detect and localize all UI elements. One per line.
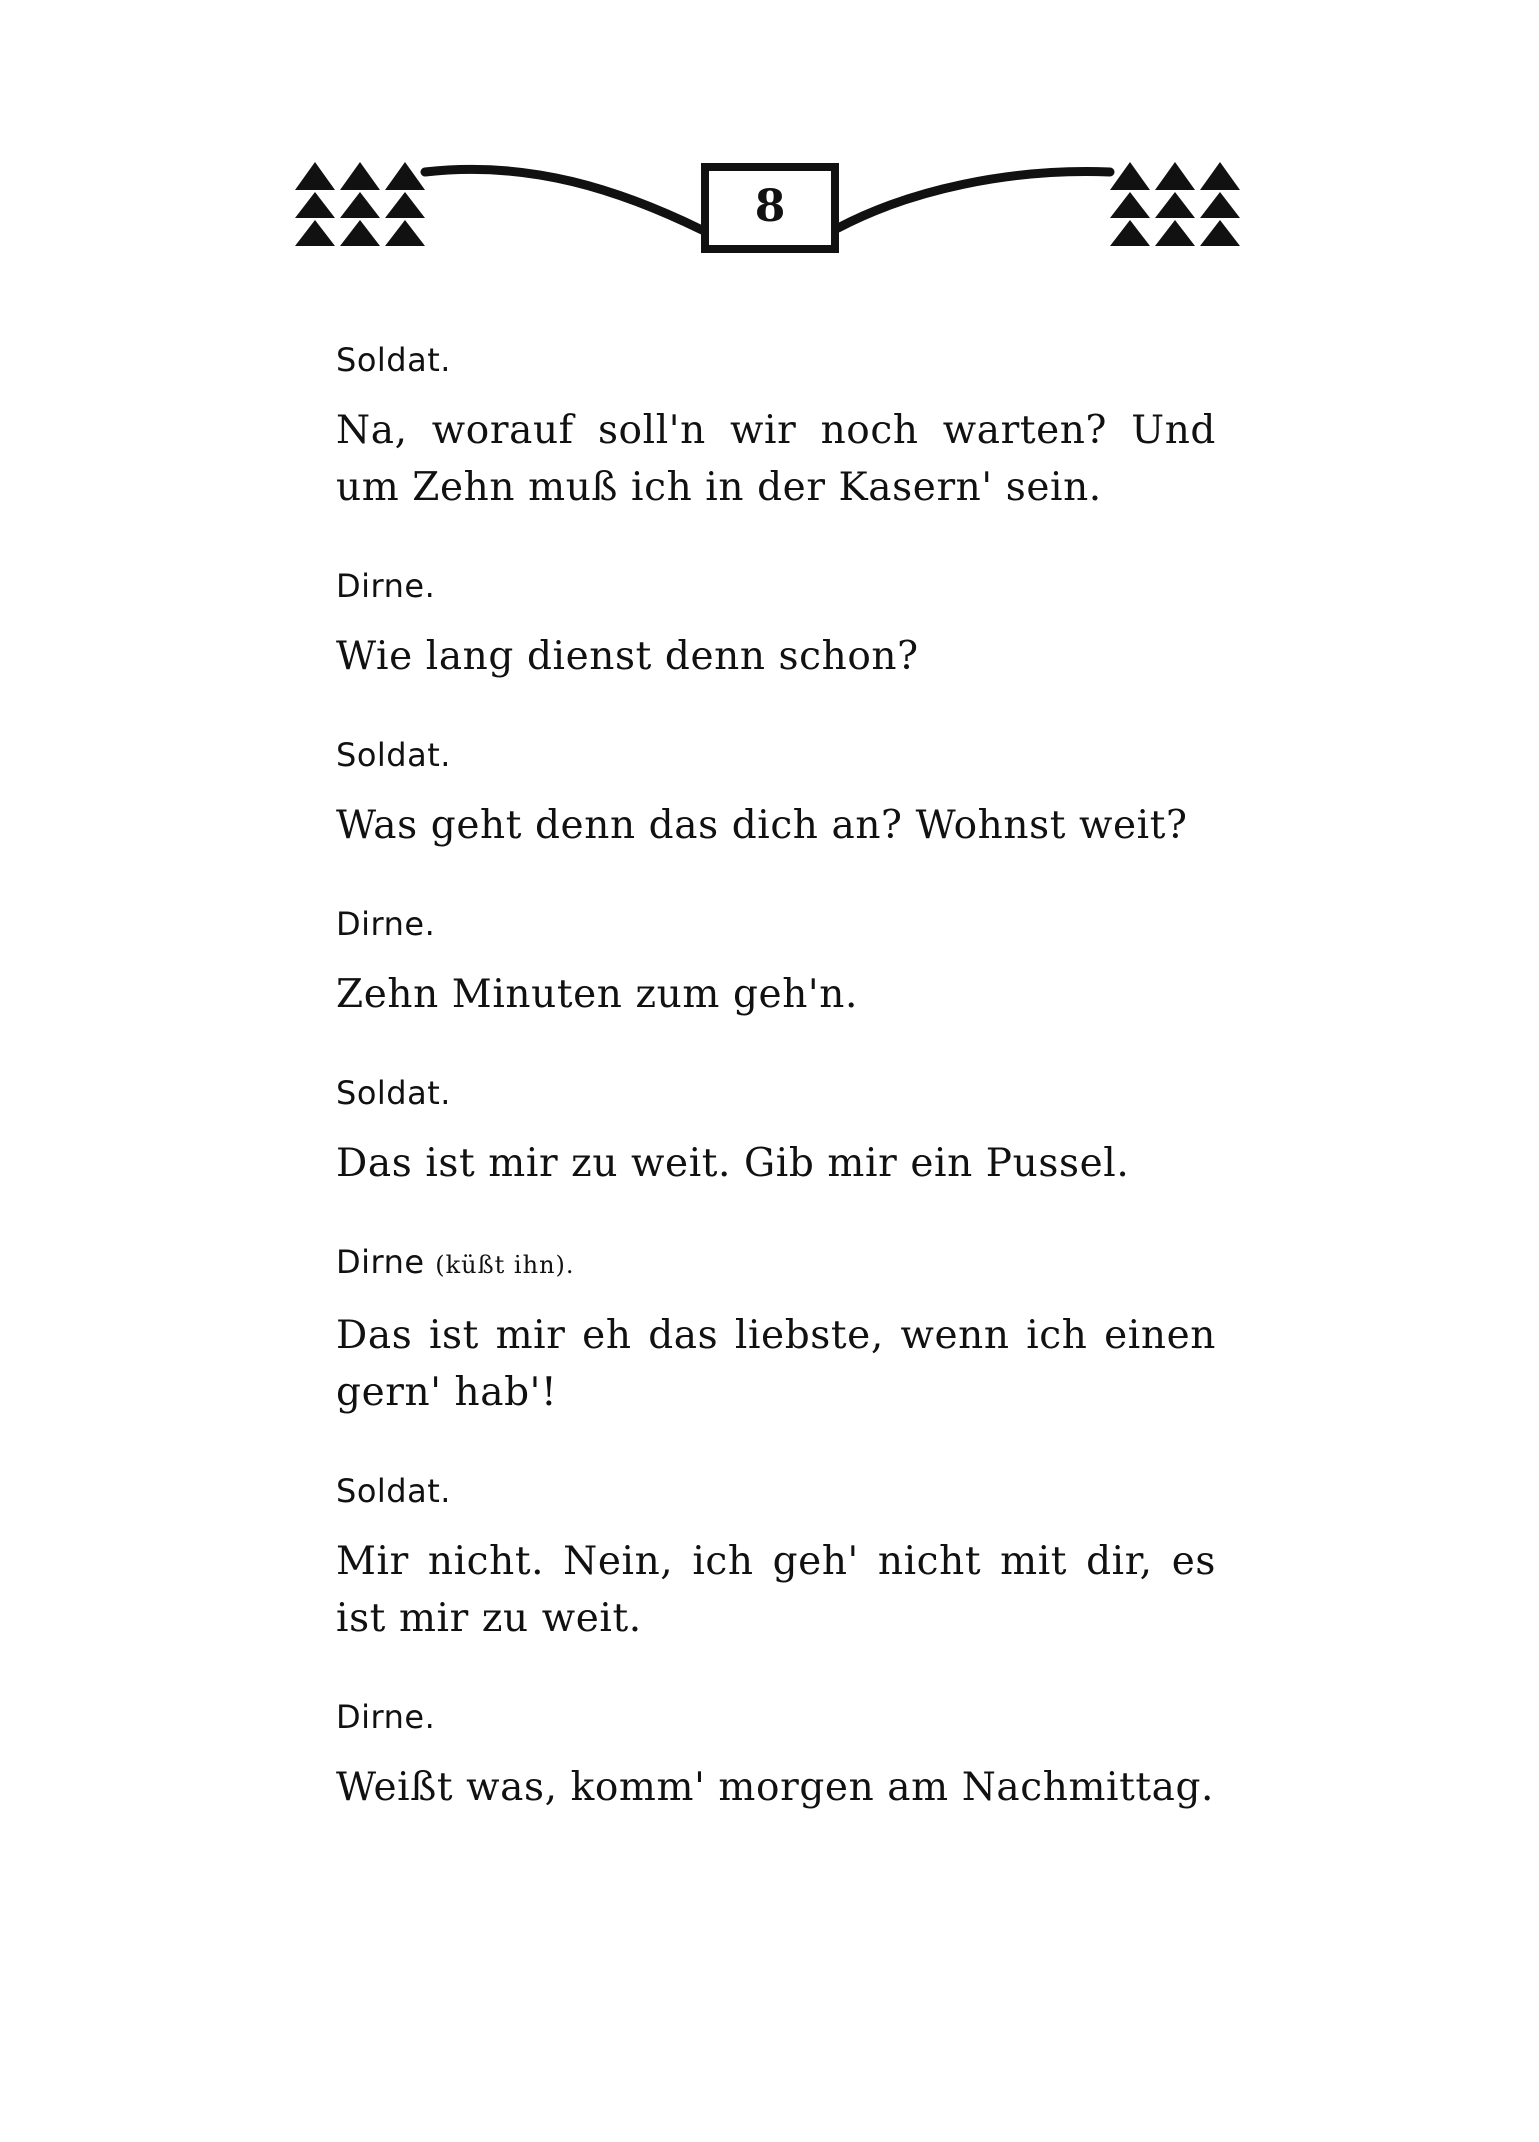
right-swoosh (838, 172, 1110, 228)
dialogue-block (336, 566, 1216, 685)
speaker-name: Dirne (küßt ihn). (336, 1243, 575, 1281)
speaker-name: Dirne. (336, 1698, 436, 1736)
dialogue-text (336, 340, 1216, 1866)
spoken-line: Weißt was, komm' morgen am Nachmittag. (336, 1765, 1215, 1810)
dialogue-block (336, 1471, 1216, 1647)
dialogue-block (336, 1242, 1216, 1421)
spoken-line: Mir nicht. Nein, ich geh' nicht mit dir, es ist mir zu weit. (336, 1539, 1216, 1641)
speaker-name: Soldat. (336, 1074, 451, 1112)
spoken-line: Was geht denn das dich an? Wohnst weit? (336, 803, 1188, 848)
stage-direction: (küßt ihn). (435, 1251, 575, 1279)
dialogue-block (336, 735, 1216, 854)
speaker-name: Dirne. (336, 567, 436, 605)
speaker-name: Soldat. (336, 1472, 451, 1510)
left-swoosh (425, 169, 702, 230)
spoken-line: Das ist mir zu weit. Gib mir ein Pussel. (336, 1141, 1130, 1186)
dialogue-block (336, 904, 1216, 1023)
dialogue-block (336, 340, 1216, 516)
page-number: 8 (754, 180, 786, 232)
dialogue-block (336, 1073, 1216, 1192)
spoken-line: Das ist mir eh das liebste, wenn ich einen gern' hab'! (336, 1313, 1216, 1415)
spoken-line: Zehn Minuten zum geh'n. (336, 972, 858, 1017)
speaker-name: Soldat. (336, 341, 451, 379)
spoken-line: Wie lang dienst denn schon? (336, 634, 919, 679)
speaker-name: Soldat. (336, 736, 451, 774)
left-triangle-ornament (295, 162, 425, 246)
right-triangle-ornament (1110, 162, 1240, 246)
spoken-line: Na, worauf soll'n wir noch warten? Und um Zehn muß ich in der Kasern' sein. (336, 408, 1216, 510)
speaker-name: Dirne. (336, 905, 436, 943)
dialogue-block (336, 1697, 1216, 1816)
